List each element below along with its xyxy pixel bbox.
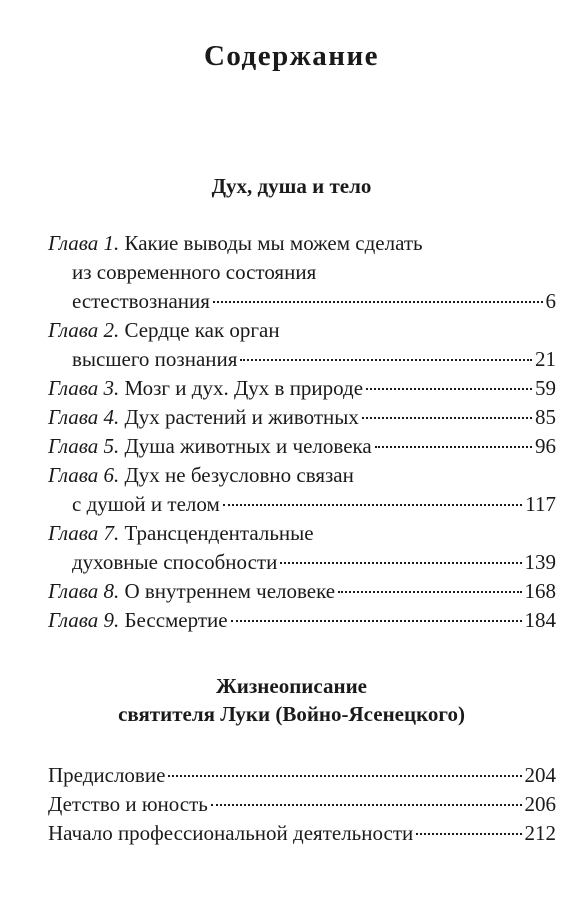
chapter-label: Глава 9.: [48, 608, 120, 632]
toc-entry-line: [48, 790, 556, 819]
toc-entry-line: [48, 258, 556, 287]
page-number: 212: [524, 821, 556, 845]
dot-leader: [231, 620, 522, 622]
chapter-label: Глава 7.: [48, 521, 120, 545]
page-title: Содержание: [203, 40, 380, 72]
chapter-label: Глава 4.: [48, 405, 120, 429]
entry-text: Трансцендентальные: [124, 521, 314, 545]
chapter-label: Глава 6.: [48, 463, 120, 487]
toc-entry-line: [48, 374, 556, 403]
dot-leader: [240, 359, 532, 361]
page-number: 85: [535, 405, 556, 429]
entry-text: естествознания: [72, 289, 210, 313]
dot-leader: [223, 504, 522, 506]
toc-entry: [48, 229, 556, 316]
toc-entry: [48, 606, 556, 635]
toc-entry: [48, 519, 556, 577]
toc-list: [48, 761, 556, 848]
page-number: 139: [524, 550, 556, 574]
entry-text: Сердце как орган: [124, 318, 280, 342]
chapter-label: Глава 5.: [48, 434, 120, 458]
toc-entry: [48, 819, 556, 848]
toc-entry-line: [48, 229, 556, 258]
entry-text: высшего познания: [72, 347, 238, 371]
section-title-line: святителя Луки (Войно-Ясенецкого): [118, 702, 465, 726]
page-number: 96: [535, 434, 556, 458]
dot-leader: [366, 388, 532, 390]
page-number: 6: [545, 289, 556, 313]
chapter-label: Глава 8.: [48, 579, 120, 603]
chapter-label: Глава 2.: [48, 318, 120, 342]
entry-text: Предисловие: [48, 763, 166, 787]
entry-text: Детство и юность: [48, 792, 208, 816]
toc-entry-line: [48, 345, 556, 374]
toc-list: [48, 229, 556, 635]
toc-entry-line: [48, 577, 556, 606]
page-number: 21: [535, 347, 556, 371]
entry-text: Дух не безусловно связан: [124, 463, 354, 487]
chapter-label: Глава 1.: [48, 231, 120, 255]
dot-leader: [213, 301, 543, 303]
dot-leader: [362, 417, 532, 419]
entry-text: Какие выводы мы можем сделать: [124, 231, 423, 255]
toc-entry: [48, 761, 556, 790]
section-title: [0, 672, 583, 728]
toc-entry-line: [48, 490, 556, 519]
toc-entry-line: [48, 316, 556, 345]
entry-text: Мозг и дух. Дух в природе: [124, 376, 364, 400]
entry-text: Дух растений и животных: [124, 405, 359, 429]
toc-entry: [48, 403, 556, 432]
toc-entry-line: [48, 548, 556, 577]
toc-entry-line: [48, 461, 556, 490]
toc-entry: [48, 790, 556, 819]
page-number: 184: [524, 608, 556, 632]
chapter-label: Глава 3.: [48, 376, 120, 400]
toc-entry: [48, 461, 556, 519]
toc-entry: [48, 577, 556, 606]
section-title-line: Дух, душа и тело: [211, 174, 372, 198]
toc-entry-line: [48, 519, 556, 548]
toc-entry: [48, 374, 556, 403]
entry-text: из современного состояния: [72, 260, 317, 284]
dot-leader: [211, 804, 522, 806]
toc-entry-line: [48, 287, 556, 316]
page-number: 204: [524, 763, 556, 787]
toc-entry: [48, 432, 556, 461]
section-title-line: Жизнеописание: [215, 674, 368, 698]
entry-text: Бессмертие: [124, 608, 228, 632]
dot-leader: [375, 446, 532, 448]
entry-text: Начало профессиональной деятельности: [48, 821, 414, 845]
entry-text: О внутреннем человеке: [124, 579, 336, 603]
dot-leader: [416, 833, 521, 835]
dot-leader: [280, 562, 521, 564]
dot-leader: [338, 591, 521, 593]
toc-entry-line: [48, 432, 556, 461]
toc-entry-line: [48, 819, 556, 848]
toc-entry-line: [48, 606, 556, 635]
toc-entry-line: [48, 403, 556, 432]
entry-text: Душа животных и человека: [124, 434, 372, 458]
page-number: 59: [535, 376, 556, 400]
toc-entry-line: [48, 761, 556, 790]
page-number: 206: [524, 792, 556, 816]
dot-leader: [168, 775, 521, 777]
page-number: 117: [525, 492, 556, 516]
section-title: [0, 172, 583, 200]
entry-text: духовные способности: [72, 550, 278, 574]
page-number: 168: [524, 579, 556, 603]
entry-text: с душой и телом: [72, 492, 220, 516]
toc-entry: [48, 316, 556, 374]
